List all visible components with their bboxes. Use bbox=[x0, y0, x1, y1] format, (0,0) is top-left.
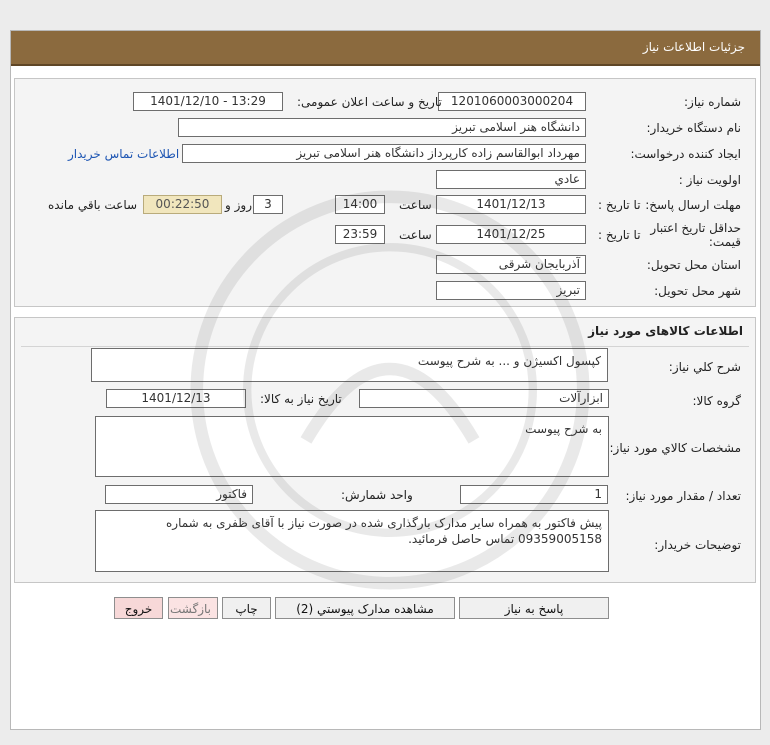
deadline-date-field: 1401/12/13 bbox=[436, 195, 586, 214]
announce-datetime-field: 1401/12/10 - 13:29 bbox=[133, 92, 283, 111]
priority-label: اولویت نیاز : bbox=[678, 173, 741, 187]
section-divider bbox=[21, 346, 749, 347]
buyer-org-label: نام دستگاه خریدار: bbox=[646, 121, 741, 135]
days-label: روز و bbox=[225, 198, 252, 212]
need-info-panel bbox=[14, 78, 756, 307]
remaining-time-label: ساعت باقي مانده bbox=[48, 198, 138, 212]
view-attachments-button[interactable]: مشاهده مدارک پیوستي (2) bbox=[275, 597, 455, 619]
unit-field: فاکتور bbox=[105, 485, 253, 504]
goods-section-title: اطلاعات کالاهای مورد نیاز bbox=[588, 324, 743, 338]
need-number-field: 1201060003000204 bbox=[438, 92, 586, 111]
need-date-label: تاریخ نیاز به کالا: bbox=[260, 392, 342, 406]
buyer-notes-label: توضیحات خریدار: bbox=[654, 538, 741, 552]
validity-to-date-label: تا تاریخ : bbox=[598, 228, 641, 242]
province-field: آذربایجان شرقی bbox=[436, 255, 586, 274]
deadline-time-label: ساعت bbox=[399, 198, 432, 212]
page-title: جزئیات اطلاعات نیاز bbox=[11, 31, 760, 66]
buyer-notes-field: پیش فاکتور به همراه سایر مدارک بارگذاری شده در صورت نیاز با آقای ظفری به شماره 09359005158 تماس حاصل فرمائید. bbox=[95, 510, 609, 572]
specs-field: به شرح پیوست bbox=[95, 416, 609, 477]
validity-time-field: 23:59 bbox=[335, 225, 385, 244]
validity-time-label: ساعت bbox=[399, 228, 432, 242]
deadline-to-date-label: تا تاریخ : bbox=[598, 198, 641, 212]
summary-field: کپسول اکسیژن و ... به شرح پیوست bbox=[91, 348, 608, 382]
goods-group-field: ابزارآلات bbox=[359, 389, 609, 408]
city-label: شهر محل تحویل: bbox=[654, 284, 741, 298]
deadline-label: مهلت ارسال پاسخ: bbox=[645, 198, 741, 212]
validity-label-line2: قیمت: bbox=[708, 235, 741, 249]
quantity-field: 1 bbox=[460, 485, 608, 504]
quantity-label: تعداد / مقدار مورد نیاز: bbox=[625, 489, 741, 503]
summary-label: شرح کلي نیاز: bbox=[668, 360, 741, 374]
need-date-field: 1401/12/13 bbox=[106, 389, 246, 408]
goods-panel bbox=[14, 317, 756, 583]
remaining-days-field: 3 bbox=[253, 195, 283, 214]
validity-date-field: 1401/12/25 bbox=[436, 225, 586, 244]
back-button[interactable]: بازگشت bbox=[168, 597, 218, 619]
announce-label: تاریخ و ساعت اعلان عمومی: bbox=[297, 95, 442, 109]
reply-button[interactable]: پاسخ به نیاز bbox=[459, 597, 609, 619]
deadline-time-field: 14:00 bbox=[335, 195, 385, 214]
print-button[interactable]: چاپ bbox=[222, 597, 271, 619]
remaining-time-field: 00:22:50 bbox=[143, 195, 222, 214]
city-field: تبریز bbox=[436, 281, 586, 300]
validity-label-line1: حداقل تاریخ اعتبار bbox=[650, 221, 741, 235]
requester-label: ایجاد کننده درخواست: bbox=[630, 147, 741, 161]
province-label: استان محل تحویل: bbox=[646, 258, 741, 272]
need-number-label: شماره نیاز: bbox=[684, 95, 741, 109]
buyer-org-field: دانشگاه هنر اسلامی تبریز bbox=[178, 118, 586, 137]
unit-label: واحد شمارش: bbox=[341, 488, 413, 502]
priority-field: عادي bbox=[436, 170, 586, 189]
buyer-contact-link[interactable]: اطلاعات تماس خریدار bbox=[68, 147, 180, 161]
specs-label: مشخصات کالاي مورد نیاز: bbox=[609, 441, 741, 455]
goods-group-label: گروه کالا: bbox=[692, 394, 741, 408]
exit-button[interactable]: خروج bbox=[114, 597, 163, 619]
requester-field: مهرداد ابوالقاسم زاده کارپرداز دانشگاه هنر اسلامی تبریز bbox=[182, 144, 586, 163]
